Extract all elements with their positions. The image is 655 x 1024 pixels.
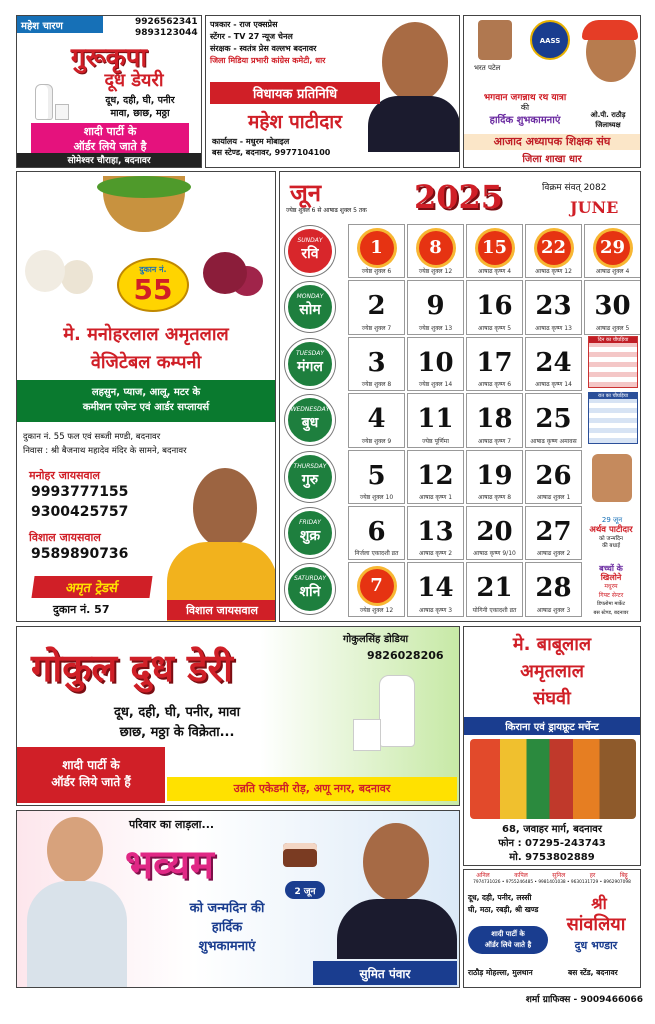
tithi-label: ज्येष्ठ शुक्ल 9: [361, 437, 392, 445]
date-number: 26: [535, 460, 572, 491]
tithi-label: ज्येष्ठ शुक्ल 13: [418, 324, 453, 332]
date-number: 6: [367, 517, 386, 547]
month-hindi: जून: [290, 179, 322, 207]
tithi-label: आषाढ शुक्ल 2: [536, 550, 571, 558]
date-cell-4: [348, 393, 405, 447]
bharat-patel-photo: [478, 20, 512, 60]
date-cell-3: [348, 337, 405, 391]
shop-mobile: मो. 9753802889: [509, 852, 595, 863]
tithi-label: आषाढ शुक्ल 1: [536, 493, 571, 501]
month-range: ज्येष्ठ शुक्ल 6 से आषाढ शुक्ल 5 तक: [286, 207, 367, 214]
tithi-label: ज्येष्ठ शुक्ल 14: [418, 381, 453, 389]
date-cell-21: [466, 562, 523, 616]
weekday-en: THURSDAY: [293, 462, 327, 470]
ad-babulal-sanghvi: [463, 626, 641, 866]
day-choghadiya-panel: दिन का चौघड़िया: [588, 336, 638, 388]
toy-line-4: गिफ्ट सेन्टर: [598, 592, 624, 599]
order-banner: शादी पार्टी के ऑर्डर लिये जाते है: [31, 123, 189, 155]
weekday-en: SUNDAY: [297, 237, 323, 244]
shop-title-3: संघवी: [533, 688, 571, 709]
description-band: लहसुन, प्याज, आलू, मटर के कमीशन एजेन्ट एवं आर्डर सप्लायर्स: [17, 380, 275, 422]
tithi-label: ज्येष्ठ शुक्ल 8: [361, 381, 392, 389]
address-1: राठौड़ मोहल्ला, मुलथान: [468, 968, 533, 977]
toy-line-3: मधुरम: [604, 583, 618, 590]
child-name: भव्यम: [125, 842, 214, 888]
trader-shop: दुकान नं. 57: [53, 603, 110, 616]
shop-title-1: मे. बाबूलाल: [512, 634, 592, 655]
shop-badge: [117, 258, 189, 312]
contact-1-phone-1: 9993777155: [31, 484, 129, 500]
items-line-2: घी, मठा, रबड़ी, श्री खण्ड: [468, 905, 539, 914]
weekday-badge-monday: [285, 282, 335, 332]
milk-jug-icon: [379, 675, 415, 747]
items-line-1: दूध, दही, घी, पनीर, मावा: [114, 705, 240, 720]
date-number: 29: [599, 237, 626, 258]
person-2-name: ओ.पी. राठौड़: [590, 111, 626, 119]
tithi-label: योगिनी एकादशी व्रत: [472, 606, 517, 614]
date-cell-1: [348, 224, 405, 278]
press-line-1: पत्रकार - राज एक्सप्रेस: [210, 20, 278, 29]
office-line: कार्यालय - मधुरम मोबाइल: [212, 137, 290, 146]
weekday-en: FRIDAY: [299, 519, 321, 526]
greeting-line-2: की: [520, 103, 530, 112]
date-number: 3: [367, 347, 386, 378]
branch-name: जिला शाखा धार: [522, 154, 582, 165]
date-cell-30: [584, 280, 641, 334]
weekday-badge-tuesday: [285, 339, 335, 389]
vishal-photo: [193, 468, 257, 548]
tithi-label: आषाढ कृष्ण 9/10: [473, 550, 516, 558]
tithi-label: ज्येष्ठ शुक्ल 12: [359, 606, 394, 614]
dairy-title: गोकुल दुध डेरी: [31, 646, 233, 690]
photo-caption: विशाल जायसवाल: [167, 600, 276, 620]
tithi-label: आषाढ कृष्ण 5: [477, 324, 512, 332]
samvat: विक्रम संवत् 2082: [542, 183, 607, 193]
address-line-1: दुकान नं. 55 फल एवं सब्जी मण्डी, बदनावर: [23, 432, 161, 442]
date-cell-29: [584, 224, 641, 278]
tithi-label: आषाढ कृष्ण 8: [477, 493, 512, 501]
firm-subtitle: वेजिटेबल कम्पनी: [90, 352, 202, 373]
weekday-en: SATURDAY: [293, 575, 327, 583]
org-name: आजाद अध्यापक शिक्षक संघ: [464, 134, 640, 150]
contact-name: कपिल: [514, 872, 528, 879]
date-cell-12: [407, 450, 464, 504]
items-line-1: दूध, दही, पनीर, लस्सी: [468, 893, 532, 902]
date-cell-6: [348, 506, 405, 560]
date-number: 13: [417, 517, 454, 547]
date-number: 10: [417, 347, 454, 378]
weekday-hi: मंगल: [297, 358, 323, 375]
tithi-label: निर्जला एकादशी व्रत: [354, 550, 399, 558]
phone-1: 9926562341: [135, 17, 198, 27]
date-cell-26: [525, 450, 582, 504]
date-number: 25: [535, 404, 572, 435]
ad-gokul-dairy: [16, 626, 460, 806]
month-english: JUNE: [570, 198, 619, 217]
contact-name: अनिल: [476, 872, 490, 879]
greeting-2: हार्दिक: [211, 920, 243, 935]
weekday-en: WEDNESDAY: [290, 406, 330, 414]
tithi-label: आषाढ कृष्ण 1: [418, 493, 453, 501]
sumit-photo: [363, 823, 429, 901]
shop-title-2: अमृतलाल: [520, 661, 584, 682]
date-number: 27: [535, 517, 572, 547]
date-cell-17: [466, 337, 523, 391]
gurukripa-title: गुरूकृपा: [70, 43, 148, 73]
toy-line-2: खिलोने: [600, 573, 622, 582]
date-number: 2: [367, 291, 386, 322]
date-number: 30: [594, 291, 631, 322]
tithi-label: आषाढ शुक्ल 4: [595, 268, 630, 276]
bhavyam-photo: [47, 817, 103, 883]
date-number: 22: [540, 237, 567, 258]
date-cell-2: [348, 280, 405, 334]
weekday-hi: शनि: [299, 584, 321, 601]
mla-rep-banner: विधायक प्रतिनिधि: [210, 82, 380, 104]
address-line-2: निवास : श्री बैजनाथ महादेव मंदिर के सामने, बदनावर: [23, 446, 187, 456]
trader-name: अमृत ट्रेडर्स: [31, 576, 152, 598]
date-cell-8: [407, 224, 464, 278]
shop-name: सांवलिया: [566, 914, 626, 935]
weekday-badge-thursday: [285, 452, 335, 502]
birthday-date: 29 जून: [601, 516, 623, 524]
date-cell-15: [466, 224, 523, 278]
night-choghadiya-panel: रात का चौघड़िया: [588, 392, 638, 444]
birthday-date: 2 जून: [285, 881, 325, 899]
greeting-1: को जन्मदिन की: [189, 901, 265, 916]
shop-phone: फोन : 07295-243743: [498, 838, 606, 849]
ad-manoharlal: [16, 171, 276, 622]
tithi-label: ज्येष्ठ पूर्णिमा: [422, 437, 449, 445]
phone-2: 9893123044: [135, 28, 198, 38]
weekday-badge-sunday: [285, 226, 335, 276]
birthday-note-1: को जन्मदिन: [599, 536, 623, 542]
person-2-title: जिलाध्यक्ष: [595, 121, 621, 129]
date-number: 7: [370, 575, 383, 597]
ad-bhavyam-birthday: [16, 810, 460, 988]
garlic-icon: [25, 250, 65, 292]
tithi-label: ज्येष्ठ शुक्ल 10: [359, 493, 394, 501]
weekday-en: TUESDAY: [295, 349, 325, 357]
birthday-note-2: की बधाई: [601, 543, 621, 549]
weekday-badge-wednesday: [285, 395, 335, 445]
items-line-2: छाछ, मठ्ठा के विक्रेता...: [119, 725, 235, 740]
date-number: 14: [417, 573, 454, 604]
toy-line-5: डिपलोमा मार्केट: [596, 601, 625, 607]
date-cell-23: [525, 280, 582, 334]
owner-name: गोकुलसिंह डोडिया: [343, 634, 409, 645]
date-cell-14: [407, 562, 464, 616]
shop-number: 55: [133, 273, 173, 306]
address-banner: उन्नति एकेडमी रोड़, अणू नगर, बदनावर: [167, 777, 457, 801]
date-cell-13: [407, 506, 464, 560]
tithi-label: आषाढ कृष्ण 4: [477, 268, 512, 276]
contact-1-phone-2: 9300425757: [31, 504, 129, 520]
press-line-4: जिला मिडिया प्रभारी कांग्रेस कमेटी, धार: [210, 56, 326, 65]
tithi-label: आषाढ शुक्ल 5: [595, 324, 630, 332]
date-number: 19: [476, 460, 513, 491]
greeting-3: शुभकामनाएं: [198, 939, 256, 954]
date-number: 5: [367, 460, 386, 491]
date-number: 11: [417, 404, 454, 435]
contact-name: सुनिल: [552, 872, 566, 879]
calendar-june-2025: [279, 171, 641, 622]
greeting-line-1: भगवान जगन्नाथ रथ यात्रा: [483, 93, 567, 103]
tithi-label: आषाढ कृष्ण 12: [535, 268, 572, 276]
date-cell-7: [348, 562, 405, 616]
firm-name: मे. मनोहरलाल अमृतलाल: [63, 324, 229, 345]
date-number: 21: [476, 573, 513, 604]
milk-bottle-icon: [35, 84, 53, 120]
tithi-label: ज्येष्ठ शुक्ल 6: [361, 268, 392, 276]
date-cell-9: [407, 280, 464, 334]
toy-line-6: बस स्टेण्ड, बदनावर: [593, 610, 629, 616]
date-number: 8: [429, 237, 442, 258]
shop-label: दुकान नं.: [139, 265, 167, 274]
milk-glass-icon: [353, 719, 381, 751]
date-number: 24: [535, 347, 572, 378]
contact-2-phone: 9589890736: [31, 546, 129, 562]
contact-phones: 7974731026 • 9755246485 • 9981401038 • 9630131729 • 8962907098: [473, 880, 631, 885]
cake-icon: [283, 843, 317, 867]
tithi-label: ज्येष्ठ शुक्ल 12: [418, 268, 453, 276]
weekday-hi: बुध: [301, 415, 319, 432]
toy-line-1: बच्चों के: [599, 564, 623, 573]
press-line-2: स्टेंगर - TV 27 न्यूज चेनल: [210, 32, 293, 41]
aass-logo: AASS: [530, 20, 570, 60]
items-line-2: मावा, छाछ, मठ्ठा: [110, 108, 170, 119]
date-cell-18: [466, 393, 523, 447]
sender-name: सुमित पंवार: [313, 961, 457, 985]
ad-azad-adhyapak: [463, 15, 641, 168]
date-cell-19: [466, 450, 523, 504]
weekday-hi: शुक्र: [299, 528, 321, 544]
date-number: 20: [476, 517, 513, 547]
weekday-hi: गुरु: [301, 471, 319, 488]
owner-phone: 9826028206: [367, 649, 444, 662]
person-1-name: भरत पटेल: [474, 64, 501, 72]
contact-2-name: विशाल जायसवाल: [29, 531, 101, 544]
date-number: 23: [535, 291, 572, 322]
weekday-hi: रवि: [301, 246, 319, 262]
items-line-1: दूध, दही, घी, पनीर: [105, 95, 175, 106]
address-line: बस स्टेण्ड, बदनावर, 9977104100: [212, 148, 331, 157]
tithi-label: आषाढ कृष्ण 2: [418, 550, 453, 558]
shop-subtitle: दुध भण्डार: [574, 939, 618, 952]
tithi-label: आषाढ शुक्ल 3: [536, 606, 571, 614]
tithi-label: आषाढ कृष्ण 7: [477, 437, 512, 445]
press-line-3: संरक्षक - स्वतंत्र प्रेस वल्लभ बदनावर: [210, 44, 317, 53]
date-cell-27: [525, 506, 582, 560]
date-number: 15: [481, 237, 508, 258]
top-caption: परिवार का लाड़ला...: [129, 818, 215, 831]
weekday-en: MONDAY: [296, 293, 324, 301]
date-cell-28: [525, 562, 582, 616]
weekday-badge-saturday: [285, 564, 335, 614]
shop-address: 68, जवाहर मार्ग, बदनावर: [502, 824, 602, 835]
greeting-line-3: हार्दिक शुभकामनाएं: [489, 115, 561, 126]
tithi-label: ज्येष्ठ शुक्ल 7: [361, 324, 392, 332]
contact-name: हर: [589, 872, 596, 879]
year: 2025: [414, 178, 504, 216]
name-title: महेश पाटीदार: [248, 111, 342, 133]
tithi-label: आषाढ कृष्ण 13: [535, 324, 572, 332]
shri-label: श्री: [591, 894, 607, 913]
date-number: 9: [426, 291, 445, 322]
date-cell-25: [525, 393, 582, 447]
date-cell-11: [407, 393, 464, 447]
tithi-label: आषाढ कृष्ण 14: [535, 381, 572, 389]
date-number: 1: [370, 237, 383, 258]
date-cell-10: [407, 337, 464, 391]
weekday-badge-friday: [285, 508, 335, 558]
date-number: 4: [367, 404, 386, 435]
dairy-title: दूध डेयरी: [104, 70, 164, 91]
date-number: 16: [476, 291, 513, 322]
date-number: 17: [476, 347, 513, 378]
date-number: 28: [535, 573, 572, 604]
date-cell-20: [466, 506, 523, 560]
tithi-label: आषाढ कृष्ण 3: [418, 606, 453, 614]
tithi-label: आषाढ कृष्ण अमावस: [530, 437, 577, 445]
birthday-name: अर्थव पाटीदार: [589, 525, 633, 535]
merchant-banner: किराना एवं ड्रायफ्रूट मर्चेन्ट: [464, 717, 640, 735]
date-cell-5: [348, 450, 405, 504]
contact-1-name: मनोहर जायसवाल: [29, 469, 100, 482]
date-cell-24: [525, 337, 582, 391]
contact-names: [464, 871, 640, 880]
address-2: बस स्टेंड, बदनावर: [568, 968, 618, 977]
mahesh-photo: [382, 22, 448, 102]
date-cell-22: [525, 224, 582, 278]
arthav-photo: [592, 454, 632, 502]
contact-name: बिट्टू: [619, 872, 628, 879]
order-banner: शादी पार्टी के ऑर्डर लिये जाते हैं: [17, 747, 165, 803]
grocery-products-image: [470, 739, 636, 819]
ad-mahesh-patidar: [205, 15, 460, 168]
address-bar: सोमेश्वर चौराहा, बदनावर: [17, 153, 201, 167]
ad-sanwaliya: [463, 869, 641, 988]
onion-icon: [203, 252, 247, 294]
order-badge: शादी पार्टी के ऑर्डर लिये जाते है: [468, 926, 548, 954]
date-number: 18: [476, 404, 513, 435]
ad-gurukripa: [16, 15, 202, 168]
owner-label: महेश चारण: [17, 16, 103, 33]
tithi-label: आषाढ कृष्ण 6: [477, 381, 512, 389]
footer-credit: शर्मा ग्राफिक्स - 9009466066: [525, 995, 643, 1005]
date-number: 12: [417, 460, 454, 491]
weekday-hi: सोम: [299, 302, 321, 319]
date-cell-16: [466, 280, 523, 334]
